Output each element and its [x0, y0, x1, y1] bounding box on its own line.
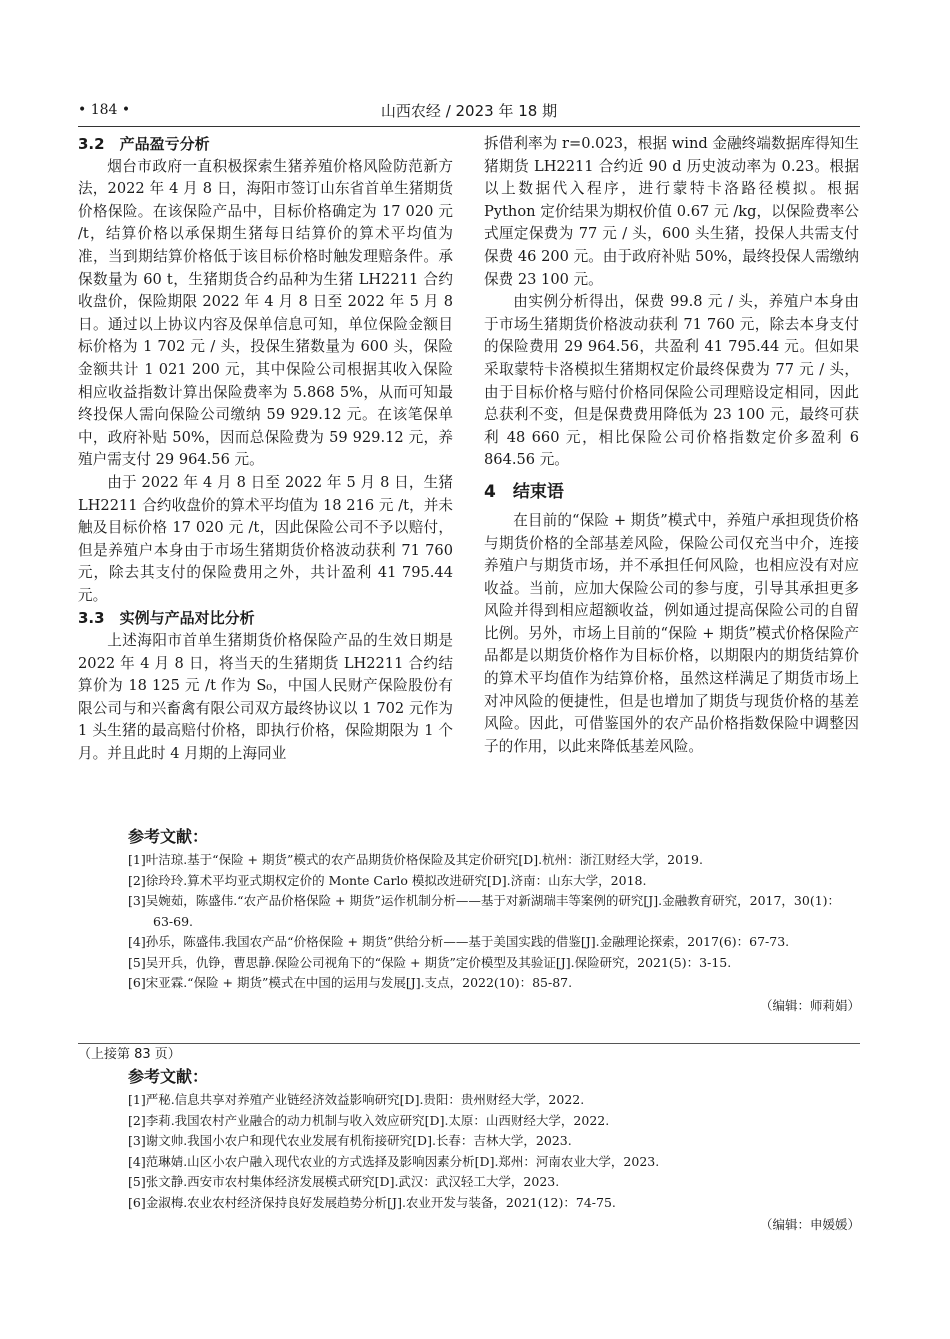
- left-column: [78, 133, 453, 766]
- editor-note: （编辑：师莉娟）: [759, 997, 860, 1013]
- journal-title: 山西农经 / 2023 年 18 期: [380, 102, 558, 120]
- references-title: 参考文献：: [128, 1067, 209, 1086]
- paragraph: 上述海阳市首单生猪期货价格保险产品的生效日期是 2022 年 4 月 8 日，将当天的生猪期货 LH2211 合约结算价为 18 125 元 /t 作为 S₀，中国人民财产保险股份有限公司与和兴畜禽有限公司双方最终协议以 1 702 元作为 1 头生猪的最高赔付价格，即执行价格，保险期限为 1 个月。并且此时 4 月期的上海同业: [78, 632, 453, 763]
- paragraph: 由实例分析得出，保费 99.8 元 / 头，养殖户本身由于市场生猪期货价格波动获利 71 760 元，除去本身支付的保险费用 29 964.56，共盈利 41 795.44 元。但如果采取蒙特卡洛模拟生猪期权定价最终保费为 77 元 / 头，由于目标价格与赔付价格同保险公司理赔设定相同，因此总获利不变，但是保费费用降低为 23 100 元，最终可获利 48 660 元，相比保险公司价格指数定价多盈利 6 864.56 元。: [484, 293, 859, 469]
- paragraph: 在目前的“保险 + 期货”模式中，养殖户承担现货价格与期货价格的全部基差风险，保险公司仅充当中介，连接养殖户与期货市场，并不承担任何风险，也相应没有对应收益。当前，应加大保险公司的参与度，引导其承担更多风险并得到相应超额收益，例如通过提高保险公司的自留比例。另外，市场上目前的“保险 + 期货”模式价格保险产品都是以期货价格作为目标价格，以期限内的期货结算价的算术平均值作为结算价格，虽然这样满足了期货市场上对冲风险的便捷性，但是也增加了期货与现货价格的基差风险。因此，可借鉴国外的农产品价格指数保险中调整因子的作用，以此来降低基差风险。: [484, 511, 859, 755]
- page-number: • 184 •: [78, 102, 131, 118]
- reference-item: [5]吴开兵，仇铮，曹思静.保险公司视角下的“保险 + 期货”定价模型及其验证[J].保险研究，2021(5)：3-15.: [128, 954, 732, 970]
- reference-item: [1]严秘.信息共享对养殖产业链经济效益影响研究[D].贵阳：贵州财经大学，2022.: [128, 1092, 585, 1107]
- right-column: [484, 133, 859, 758]
- paragraph: 烟台市政府一直积极探索生猪养殖价格风险防范新方法，2022 年 4 月 8 日，海阳市签订山东省首单生猪期货价格保险。在该保险产品中，目标价格确定为 17 020 元 /t，结算价格以承保期生猪每日结算价的算术平均值为准，当到期结算价格低于该目标价格时触发理赔条件。承保数量为 60 t，生猪期货合约品种为生猪 LH2211 合约收盘价，保险期限 2022 年 4 月 8 日至 2022 年 5 月 8 日。通过以上协议内容及保单信息可知，单位保险金额目标价格为 1 702 元 / 头，投保生猪数量为 600 头，保险金额共计 1 021 200 元，其中保险公司根据其收入保险相应收益指数计算出保险费率为 5.868 5%，从而可知最终投保人需向保险公司缴纳 59 929.12 元。在该笔保单中，政府补贴 50%，因而总保险费为 59 929.12 元，养殖户需支付 29 964.56 元。: [78, 157, 453, 469]
- reference-item: [6]宋亚霖.“保险 + 期货”模式在中国的运用与发展[J].支点，2022(10)：85-87.: [128, 975, 573, 990]
- reference-item: [2]李莉.我国农村产业融合的动力机制与收入效应研究[D].太原：山西财经大学，2022.: [128, 1112, 610, 1128]
- section-heading-3-2: 3.2 产品盈亏分析: [78, 135, 210, 153]
- section-heading-4: 4 结束语: [484, 481, 564, 502]
- reference-item: [6]金淑梅.农业农村经济保持良好发展趋势分析[J].农业开发与装备，2021(12)：74-75.: [128, 1194, 616, 1210]
- reference-item: [3]吴婉茹，陈盛伟.“农产品价格保险 + 期货”运作机制分析——基于对新湖瑞丰等案例的研究[J].金融教育研究，2017，30(1)：63-69.: [128, 893, 841, 929]
- reference-item: [1]叶洁琼.基于“保险 + 期货”模式的农产品期货价格保险及其定价研究[D].杭州：浙江财经大学，2019.: [128, 852, 703, 867]
- running-header: [78, 100, 860, 127]
- references-block: [78, 824, 860, 1016]
- reference-item: [5]张文静.西安市农村集体经济发展模式研究[D].武汉：武汉轻工大学，2023.: [128, 1174, 560, 1189]
- reference-item: [4]范琳婧.山区小农户融入现代农业的方式选择及影响因素分析[D].郑州：河南农业大学，2023.: [128, 1153, 660, 1169]
- reference-item: [4]孙乐，陈盛伟.我国农产品“价格保险 + 期货”供给分析——基于美国实践的借鉴[J].金融理论探索，2017(6)：67-73.: [128, 934, 790, 949]
- paragraph: 由于 2022 年 4 月 8 日至 2022 年 5 月 8 日，生猪 LH2211 合约收盘价的算术平均值为 18 216 元 /t，并未触及目标价格 17 020 元 /t，因此保险公司不予以赔付，但是养殖户本身由于市场生猪期货价格波动获利 71 760 元，除去其支付的保险费用之外，共计盈利 41 795.44 元。: [78, 473, 453, 604]
- continued-note: （上接第 83 页）: [78, 1047, 181, 1062]
- divider: [78, 1043, 860, 1044]
- reference-item: [3]谢文帅.我国小农户和现代农业发展有机衔接研究[D].长春：吉林大学，2023.: [128, 1133, 572, 1148]
- editor-note: （编辑：申媛媛）: [759, 1217, 860, 1232]
- paragraph: 拆借利率为 r=0.023，根据 wind 金融终端数据库得知生猪期货 LH2211 合约近 90 d 历史波动率为 0.23。根据以上数据代入程序，进行蒙特卡洛路径模拟。根据 Python 定价结果为期权价值 0.67 元 /kg，以保险费率公式厘定保费为 77 元 / 头，600 头生猪，投保人共需支付保费 46 200 元。由于政府补贴 50%，最终投保人需缴纳保费 23 100 元。: [484, 135, 859, 288]
- references-block-continued: [78, 1046, 860, 1236]
- section-heading-3-3: 3.3 实例与产品对比分析: [78, 609, 255, 628]
- reference-item: [2]徐玲玲.算术平均亚式期权定价的 Monte Carlo 模拟改进研究[D].济南：山东大学，2018.: [128, 872, 647, 888]
- references-title: 参考文献：: [128, 827, 209, 846]
